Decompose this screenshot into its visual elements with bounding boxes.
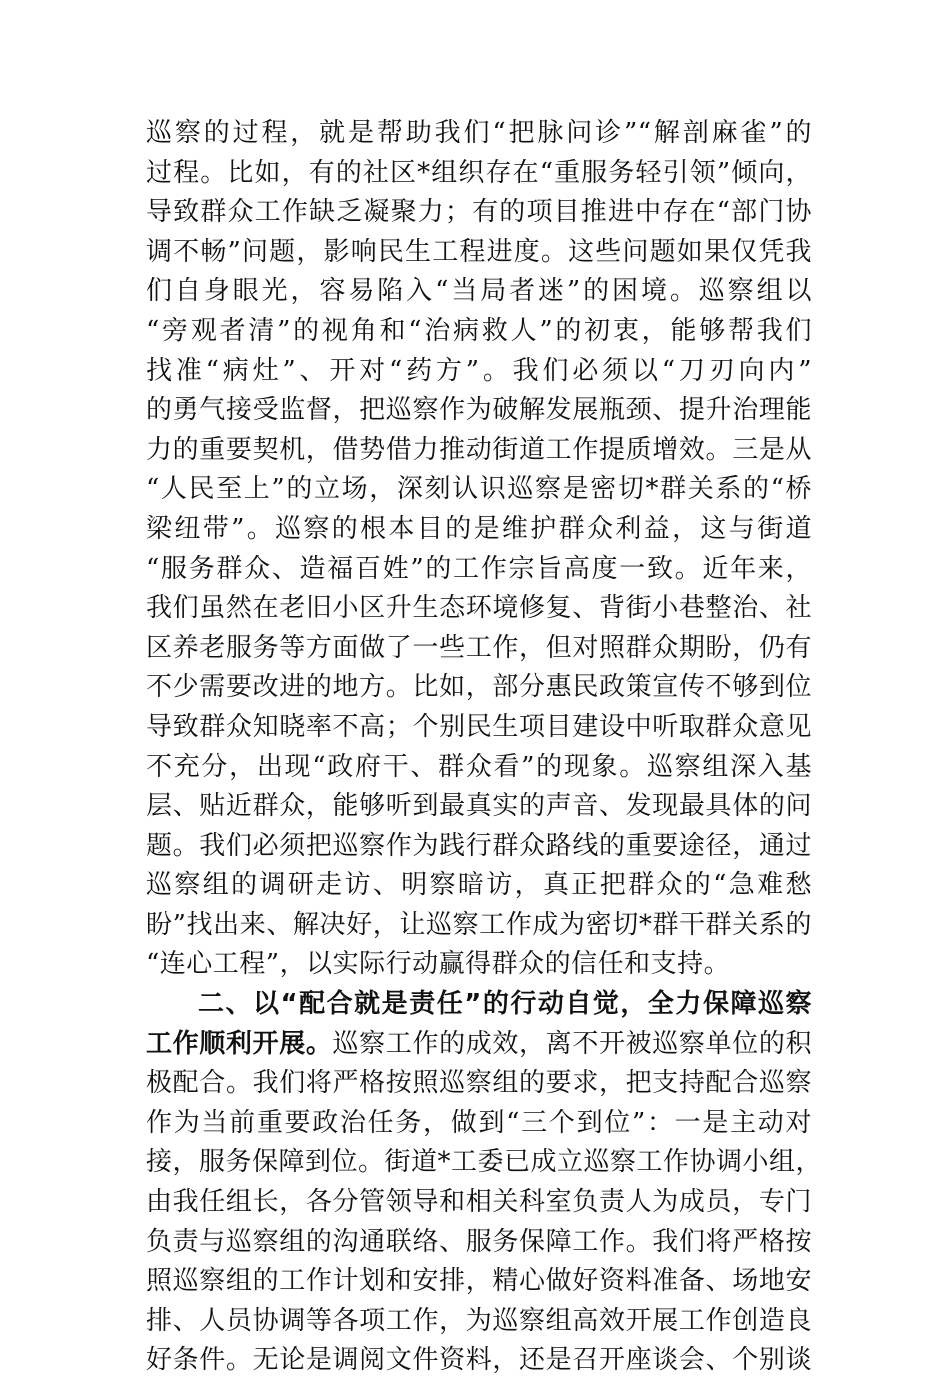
text-line: 调不畅”问题，影响民生工程进度。这些问题如果仅凭我 — [146, 236, 812, 267]
text-line: 接，服务保障到位。街道*工委已成立巡察工作协调小组， — [146, 1147, 823, 1178]
text-line: 导致群众知晓率不高；个别民生项目建设中听取群众意见 — [146, 711, 812, 742]
text-line: 巡察的过程，就是帮助我们“把脉问诊”“解剖麻雀”的 — [146, 118, 812, 148]
text-line — [146, 1025, 812, 1065]
text-line: 负责与巡察组的沟通联络、服务保障工作。我们将严格按 — [146, 1226, 812, 1257]
text-line: 极配合。我们将严格按照巡察组的要求，把支持配合巡察 — [146, 1068, 812, 1099]
section-heading-continued: 工作顺利开展。 — [146, 1028, 333, 1059]
section-heading: 二、以“配合就是责任”的行动自觉，全力保障巡察 — [198, 989, 812, 1020]
text-line: 梁纽带”。巡察的根本目的是维护群众利益，这与街道 — [146, 513, 812, 544]
text-line: 巡察组的调研走访、明察暗访，真正把群众的“急难愁 — [146, 870, 812, 901]
text-line: “人民至上”的立场，深刻认识巡察是密切*群关系的“桥 — [146, 474, 812, 505]
text-line: 过程。比如，有的社区*组织存在“重服务轻引领”倾向， — [146, 157, 812, 188]
text-run: 巡察工作的成效，离不开被巡察单位的积 — [332, 1028, 812, 1059]
text-line: 好条件。无论是调阅文件资料，还是召开座谈会、个别谈 — [146, 1345, 812, 1376]
text-line: 层、贴近群众，能够听到最真实的声音、发现最具体的问 — [146, 791, 812, 822]
text-line: 的勇气接受监督，把巡察作为破解发展瓶颈、提升治理能 — [146, 395, 812, 426]
text-line: 排、人员协调等各项工作，为巡察组高效开展工作创造良 — [146, 1305, 812, 1336]
text-line: 作为当前重要政治任务，做到“三个到位”：一是主动对 — [146, 1107, 812, 1138]
text-line: 题。我们必须把巡察作为践行群众路线的重要途径，通过 — [146, 830, 812, 861]
text-line: 不充分，出现“政府干、群众看”的现象。巡察组深入基 — [146, 751, 812, 782]
text-line: “服务群众、造福百姓”的工作宗旨高度一致。近年来， — [146, 553, 812, 584]
text-line: 导致群众工作缺乏凝聚力；有的项目推进中存在“部门协 — [146, 197, 812, 228]
text-line: 区养老服务等方面做了一些工作，但对照群众期盼，仍有 — [146, 632, 812, 663]
text-line: 找准“病灶”、开对“药方”。我们必须以“刀刃向内” — [146, 355, 812, 386]
text-line: 盼”找出来、解决好，让巡察工作成为密切*群干群关系的 — [146, 909, 812, 940]
body-text — [146, 114, 823, 1381]
text-line: 力的重要契机，借势借力推动街道工作提质增效。三是从 — [146, 434, 812, 465]
text-line: 由我任组长，各分管领导和相关科室负责人为成员，专门 — [146, 1187, 812, 1218]
text-line: 不少需要改进的地方。比如，部分惠民政策宣传不够到位 — [146, 672, 812, 703]
text-line: 们自身眼光，容易陷入“当局者迷”的困境。巡察组以 — [146, 276, 812, 307]
text-line: 我们虽然在老旧小区升生态环境修复、背街小巷整治、社 — [146, 593, 812, 624]
text-line: “连心工程”，以实际行动赢得群众的信任和支持。 — [146, 949, 731, 980]
text-line: “旁观者清”的视角和“治病救人”的初衷，能够帮我们 — [146, 315, 812, 346]
text-line: 照巡察组的工作计划和安排，精心做好资料准备、场地安 — [146, 1266, 812, 1297]
